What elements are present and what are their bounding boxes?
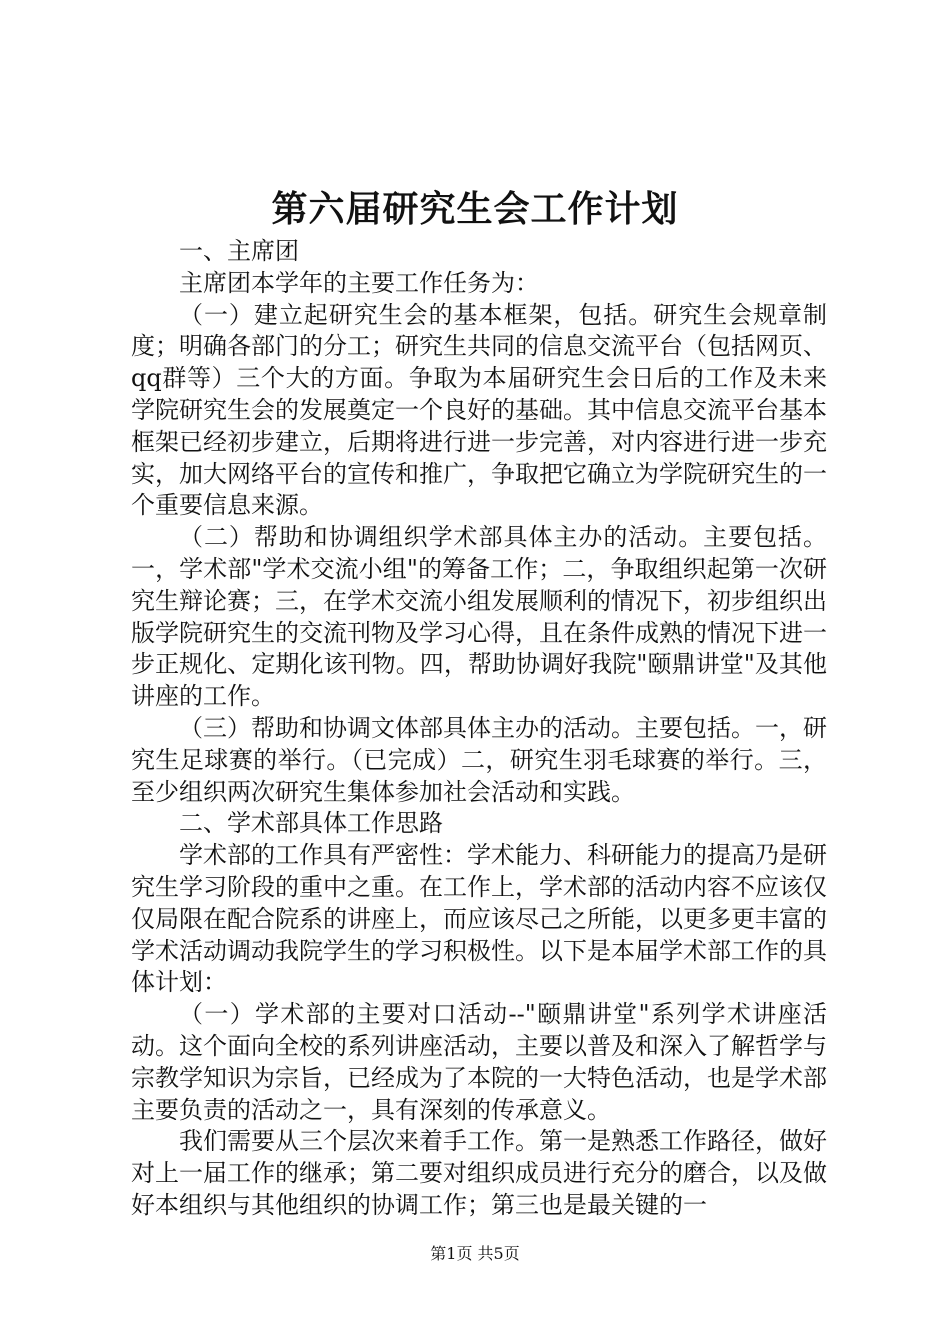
page-footer: 第1页 共5页 <box>430 1244 520 1263</box>
section-heading-presidium: 一、主席团 <box>179 237 299 265</box>
paragraph-academic-intro: 学术部的工作具有严密性：学术能力、科研能力的提高乃是研究生学习阶段的重中之重。在工作上，学术部的活动内容不应该仅仅局限在配合院系的讲座上，而应该尽己之所能，以更多更丰富的学术活动调动我院学生的学习积极性。以下是本届学术部工作的具体计划： <box>131 841 827 997</box>
section-heading-academic: 二、学术部具体工作思路 <box>179 809 443 838</box>
document-title: 第六届研究生会工作计划 <box>271 188 679 230</box>
paragraph-academic-item-1: （一）学术部的主要对口活动--"颐鼎讲堂"系列学术讲座活动。这个面向全校的系列讲座活动，主要以普及和深入了解哲学与宗教学知识为宗旨，已经成为了本院的一大特色活动，也是学术部主要负责的活动之一，具有深刻的传承意义。 <box>131 1000 827 1124</box>
paragraph-item-3: （三）帮助和协调文体部具体主办的活动。主要包括。一，研究生足球赛的举行。（已完成）二，研究生羽毛球赛的举行。三，至少组织两次研究生集体参加社会活动和实践。 <box>131 713 827 806</box>
paragraph-tasks-intro: 主席团本学年的主要工作任务为： <box>179 268 539 297</box>
paragraph-three-levels: 我们需要从三个层次来着手工作。第一是熟悉工作路径，做好对上一届工作的继承；第二要对组织成员进行充分的磨合，以及做好本组织与其他组织的协调工作；第三也是最关键的一 <box>131 1127 827 1219</box>
paragraph-item-2: （二）帮助和协调组织学术部具体主办的活动。主要包括。一，学术部"学术交流小组"的筹备工作；二，争取组织起第一次研究生辩论赛；三，在学术交流小组发展顺利的情况下，初步组织出版学院研究生的交流刊物及学习心得，且在条件成熟的情况下进一步正规化、定期化该刊物。四，帮助协调好我院"颐鼎讲堂"及其他讲座的工作。 <box>131 523 827 711</box>
document-body <box>131 236 827 1222</box>
paragraph-item-1: （一）建立起研究生会的基本框架，包括。研究生会规章制度；明确各部门的分工；研究生共同的信息交流平台（包括网页、qq群等）三个大的方面。争取为本届研究生会日后的工作及未来学院研究生会的发展奠定一个良好的基础。其中信息交流平台基本框架已经初步建立，后期将进行进一步完善，对内容进行进一步充实，加大网络平台的宣传和推广，争取把它确立为学院研究生的一个重要信息来源。 <box>131 300 827 520</box>
